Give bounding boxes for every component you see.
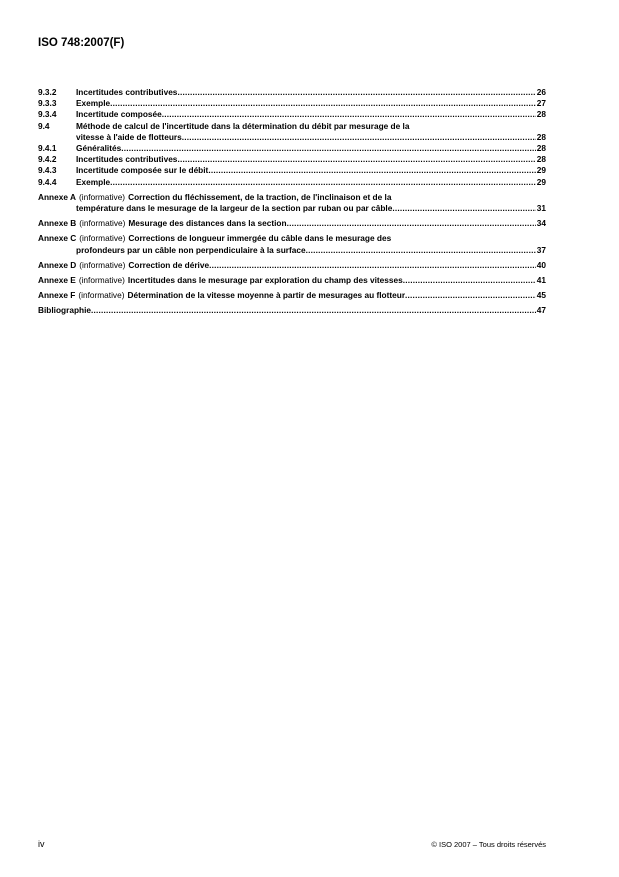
- document-header-title: ISO 748:2007(F): [38, 37, 125, 49]
- annex-title: Correction de dérive: [128, 259, 210, 270]
- toc-entry-number: 9.4.3: [38, 165, 57, 176]
- annex-page: 40: [536, 259, 546, 270]
- annex-informative: (informative): [79, 233, 126, 244]
- toc-leader-dots: [306, 245, 536, 256]
- annex-informative: (informative): [79, 218, 126, 229]
- toc-entry-page: 28: [536, 109, 546, 120]
- annex-informative: (informative): [79, 259, 126, 270]
- toc-annex-d[interactable]: [38, 260, 546, 271]
- table-of-contents: [38, 87, 546, 317]
- annex-title: Mesurage des distances dans la section: [128, 218, 287, 229]
- toc-leader-dots: [121, 143, 536, 154]
- toc-entry-label: Incertitude composée: [76, 109, 162, 120]
- toc-leader-dots: [91, 305, 536, 316]
- toc-leader-dots: [209, 260, 536, 271]
- toc-entry-page: 28: [536, 131, 546, 142]
- annex-title: Incertitudes dans le mesurage par exploration du champ des vitesses: [127, 275, 403, 286]
- toc-entry-number: 9.4.4: [38, 176, 57, 187]
- toc-entry-page: 28: [536, 143, 546, 154]
- toc-entry-9-4-1[interactable]: [38, 143, 546, 154]
- bibliography-label: Bibliographie: [38, 305, 92, 316]
- toc-entry-number: 9.3.3: [38, 98, 57, 109]
- bibliography-page: 47: [536, 305, 546, 316]
- toc-entry-label: Incertitude composée sur le débit: [76, 165, 209, 176]
- annex-title-continued: profondeurs par un câble non perpendiculaire à la surface: [76, 244, 306, 255]
- toc-leader-dots: [110, 177, 536, 188]
- toc-entry-9-3-4[interactable]: [38, 109, 546, 120]
- toc-leader-dots: [177, 154, 535, 165]
- toc-entry-number: 9.3.2: [38, 87, 57, 97]
- toc-annex-b[interactable]: [38, 218, 546, 229]
- toc-entry-number: 9.4: [38, 120, 50, 131]
- toc-entry-page: 29: [536, 165, 546, 176]
- toc-leader-dots: [208, 165, 535, 176]
- toc-entry-label: Exemple: [76, 98, 111, 109]
- toc-entry-number: 9.4.2: [38, 154, 57, 165]
- toc-annex-a[interactable]: [38, 192, 546, 214]
- toc-entry-page: 29: [536, 176, 546, 187]
- toc-entry-9-4-2[interactable]: [38, 154, 546, 165]
- toc-leader-dots: [162, 109, 536, 120]
- annex-title-continued: température dans le mesurage de la largeur de la section par ruban ou par câble: [76, 203, 393, 214]
- toc-entry-label: Incertitudes contributives: [76, 87, 178, 97]
- toc-leader-dots: [177, 87, 535, 98]
- annex-informative: (informative): [78, 275, 125, 286]
- toc-entry-label: Méthode de calcul de l'incertitude dans la détermination du débit par mesurage de la: [76, 120, 410, 131]
- toc-annex-e[interactable]: [38, 275, 546, 286]
- toc-leader-dots: [392, 203, 535, 214]
- toc-leader-dots: [405, 290, 536, 301]
- annex-key: Annexe A: [38, 191, 76, 202]
- footer-copyright: © ISO 2007 – Tous droits réservés: [431, 840, 546, 849]
- annex-key: Annexe C: [38, 233, 77, 244]
- toc-annex-f[interactable]: [38, 290, 546, 301]
- toc-leader-dots: [110, 98, 536, 109]
- annex-title: Corrections de longueur immergée du câble dans le mesurage des: [128, 233, 392, 244]
- annex-page: 34: [536, 218, 546, 229]
- toc-leader-dots: [403, 275, 536, 286]
- annex-informative: (informative): [78, 290, 125, 301]
- annex-title: Correction du fléchissement, de la traction, de l'inclinaison et de la: [128, 191, 392, 202]
- toc-entry-9-4[interactable]: [38, 121, 546, 143]
- annex-key: Annexe D: [38, 259, 77, 270]
- toc-entry-label: Exemple: [76, 176, 111, 187]
- toc-entry-9-4-4[interactable]: [38, 177, 546, 188]
- annex-page: 45: [536, 290, 546, 301]
- toc-entry-page: 28: [536, 154, 546, 165]
- toc-entry-label-continued: vitesse à l'aide de flotteurs: [76, 131, 182, 142]
- annex-key: Annexe F: [38, 290, 76, 301]
- toc-entry-9-3-3[interactable]: [38, 98, 546, 109]
- toc-leader-dots: [287, 218, 536, 229]
- annex-page: 41: [536, 275, 546, 286]
- toc-bibliography[interactable]: [38, 305, 546, 316]
- annex-title: Détermination de la vitesse moyenne à partir de mesurages au flotteur: [127, 290, 406, 301]
- toc-annex-c[interactable]: [38, 233, 546, 255]
- annex-informative: (informative): [78, 191, 126, 202]
- toc-entry-page: 26: [536, 87, 546, 97]
- annex-page: 37: [536, 244, 546, 255]
- toc-entry-label: Incertitudes contributives: [76, 154, 178, 165]
- toc-entry-number: 9.3.4: [38, 109, 57, 120]
- toc-entry-label: Généralités: [76, 143, 122, 154]
- toc-entry-9-3-2[interactable]: [38, 87, 546, 98]
- annex-page: 31: [536, 203, 546, 214]
- toc-entry-number: 9.4.1: [38, 143, 57, 154]
- footer-page-number: iv: [38, 839, 45, 849]
- annex-key: Annexe E: [38, 275, 76, 286]
- toc-entry-page: 27: [536, 98, 546, 109]
- toc-leader-dots: [182, 132, 536, 143]
- annex-key: Annexe B: [38, 218, 77, 229]
- toc-entry-9-4-3[interactable]: [38, 165, 546, 176]
